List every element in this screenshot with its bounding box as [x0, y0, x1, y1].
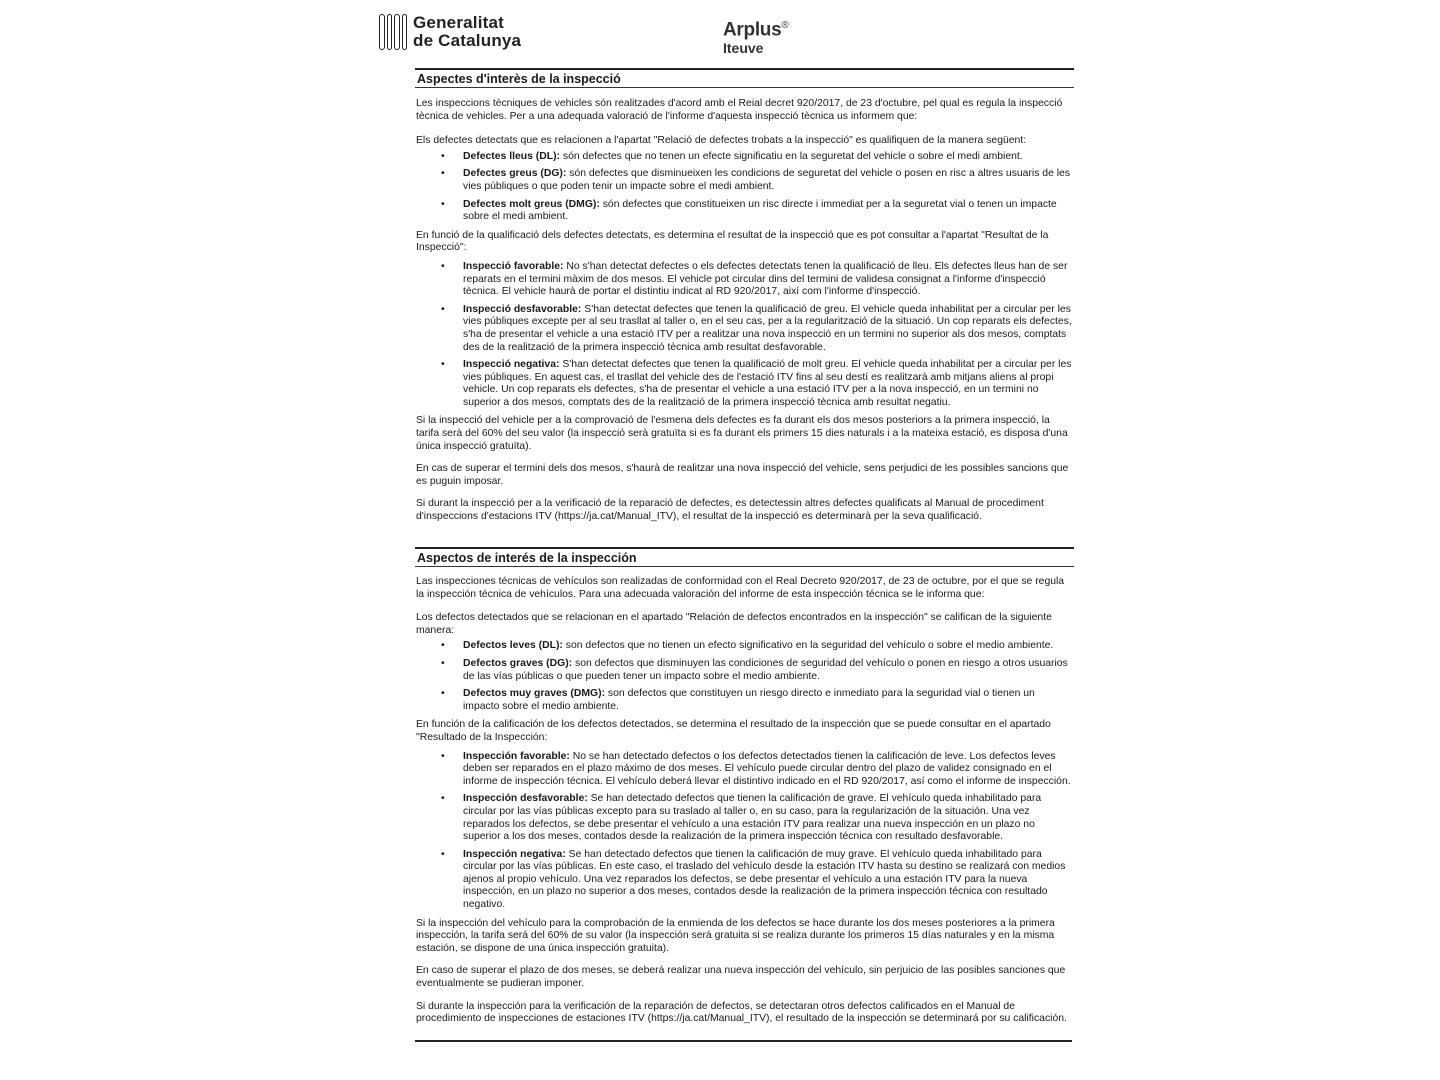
list-item: • Defectos leves (DL): son defectos que no tienen un efecto significativo en la seguridad del vehículo o sobre el medio ambiente.	[441, 640, 1054, 652]
generalitat-emblem-icon	[379, 14, 407, 50]
es-para2: En caso de superar el plazo de dos meses, se deberá realizar una nueva inspección del vehículo, sin perjuicio de las posibles sanciones que eventualmente se pudieran imponer.	[416, 965, 1066, 990]
list-item: • Defectes molt greus (DMG): són defectes que constitueixen un risc directe i immediat per a la seguretat vial o tenen un impacte sobre el medi ambient.	[441, 198, 1057, 223]
generalitat-line1: Generalitat	[413, 13, 505, 32]
ca-result-intro: En funció de la qualificació dels defectes detectats, es determina el resultat de la inspecció que es pot consultar a l'apartat "Resultat de la Inspecció":	[416, 229, 1049, 254]
section-es-body	[416, 576, 1072, 1026]
ca-para2: En cas de superar el termini dels dos mesos, s'haurà de realitzar una nova inspecció del vehicle, sens perjudici de les possibles sancions que es puguin imposar.	[416, 463, 1069, 487]
list-item: • Inspecció desfavorable: S'han detectat defectes que tenen la qualificació de greu. El vehicle queda inhabilitat per a circular per les vies públiques excepte per al seu trasllat al taller o, en el seu cas, per a la regularització de la situació. Un cop reparats els defectes, s'ha de presentar el vehicle a una estació ITV per a realitzar una nova inspecció en un termini no superior als dos mesos, comptats des de la realització de la primera inspecció tècnica amb resultat desfavorable.	[441, 303, 1072, 353]
ca-defects-intro: Els defectes detectats que es relacionen a l'apartat "Relació de defectes trobats a la inspecció" es qualifiquen de la manera següent:	[416, 135, 1027, 147]
list-item: • Inspecció negativa: S'han detectat defectes que tenen la qualificació de molt greu. El vehicle queda inhabilitat per a circular per les vies públiques. En aquest cas, el trasllat del vehicle des de l'estació ITV fins al seu destí es realitzarà amb mitjans aliens al propi vehicle. Un cop reparats els defectes, s'ha de presentar el vehicle a una estació ITV per a la nova inspecció, en un termini no superior a dos mesos, comptats des de la realització de la primera inspecció tècnica amb resultat negatiu.	[441, 359, 1072, 408]
ca-para1: Si la inspecció del vehicle per a la comprovació de l'esmena dels defectes es fa durant els dos mesos posteriors a la primera inspecció, la tarifa serà del 60% del seu valor (la inspecció serà gratuïta si es fa durant els primers 15 dies naturals i a la mateixa estació, es disposa d'una única inspecció gratuïta).	[416, 415, 1068, 452]
section-title-ca: Aspectes d'interès de la inspecció	[415, 68, 1074, 88]
es-defects-intro: Los defectos detectados que se relacionan en el apartado "Relación de defectos encontrados en la inspección" se califican de la siguiente manera:	[416, 612, 1052, 636]
es-para1: Si la inspección del vehículo para la comprobación de la enmienda de los defectos se hace durante los dos meses posteriores a la primera inspección, la tarifa será del 60% de su valor (la inspección será gratuita si se realiza durante los primeros 15 días naturales y en la misma estación, se dispone de una única inspección gratuita).	[416, 917, 1055, 954]
applus-logo	[723, 16, 788, 55]
section-title-es: Aspectos de interés de la inspección	[415, 547, 1074, 567]
applus-name: Arplus	[723, 19, 782, 41]
list-item: • Defectes greus (DG): són defectes que disminueixen les condicions de seguretat del vehicle o posen en risc a altres usuaris de les vies públiques o que poden tenir un impacte sobre el medi ambient.	[441, 168, 1071, 192]
section-ca-body	[416, 98, 1072, 524]
applus-subtitle: Iteuve	[723, 40, 764, 57]
bottom-rule	[415, 1040, 1072, 1042]
registered-mark: ®	[781, 20, 789, 31]
generalitat-line2: de Catalunya	[413, 31, 522, 50]
list-item: • Inspecció favorable: No s'han detectat defectes o els defectes detectats tenen la qualificació de lleu. Els defectes lleus han de ser reparats en el termini màxim de dos mesos. El vehicle pot circular dins del termini de validesa consignat a l'informe d'inspecció tècnica. El vehicle haurà de portar el distintiu indicat al RD 920/2017, així com l'informe d'inspecció.	[441, 260, 1068, 298]
list-item: • Inspección favorable: No se han detectado defectos o los defectos detectados tienen la calificación de leve. Los defectos leves deben ser reparados en el plazo máximo de dos meses. El vehículo puede circular dentro del plazo de validez consignado en el informe de inspección técnica. El vehículo deberá llevar el distintivo indicado en el RD 920/2017, así como el informe de inspección.	[441, 750, 1071, 787]
es-result-intro: En función de la calificación de los defectos detectados, se determina el resultado de la inspección que se puede consultar en el apartado "Resultado de la Inspección:	[416, 719, 1051, 743]
es-para3: Si durante la inspección para la verificación de la reparación de defectos, se detectaran otros defectos calificados en el Manual de procedimiento de inspecciones de estaciones ITV (https://ja.cat/Manual_ITV), el resultado de la inspección se determinará por su calificación.	[416, 1000, 1067, 1025]
list-item: • Defectos graves (DG): son defectos que disminuyen las condiciones de seguridad del vehículo o ponen en riesgo a otros usuarios de las vías públicas o que pueden tener un impacto sobre el medio ambiente.	[441, 657, 1068, 682]
es-intro: Las inspecciones técnicas de vehículos son realizadas de conformidad con el Real Decreto 920/2017, de 23 de octubre, por el que se regula la inspección técnica de vehículos. Para una adecuada valoración del informe de esta inspección técnica se le informa que:	[416, 576, 1065, 600]
ca-para3: Si durant la inspecció per a la verificació de la reparació de defectes, es detectessin altres defectes qualificats al Manual de procediment d'inspeccions d'estacions ITV (https://ja.cat/Manual_ITV), el resultat de la inspecció es determinarà per la seva qualificació.	[416, 498, 1044, 523]
list-item: • Inspección negativa: Se han detectado defectos que tienen la calificación de muy grave. El vehículo queda inhabilitado para circular por las vías públicas. En este caso, el traslado del vehículo desde la estación ITV hasta su destino se realizará con medios ajenos al propio vehículo. Una vez reparados los defectos, se debe presentar el vehículo a una estación ITV para la nueva inspección, en un plazo no superior a dos meses, contados desde la realización de la primera inspección técnica con resultado negativo.	[441, 848, 1066, 911]
list-item: • Inspección desfavorable: Se han detectado defectos que tienen la calificación de grave. El vehículo queda inhabilitado para circular por las vías públicas excepto para su traslado al taller o, en su caso, para la regularización de la situación. Una vez reparados los defectos, se debe presentar el vehículo a una estación ITV para realizar una nueva inspección en un plazo no superior a los dos meses, contados desde la realización de la primera inspección técnica con resultado desfavorable.	[441, 793, 1042, 843]
generalitat-logo	[379, 14, 521, 50]
ca-intro: Les inspeccions tècniques de vehicles són realitzades d'acord amb el Reial decret 920/2017, de 23 d'octubre, pel qual es regula la inspecció tècnica de vehicles. Per a una adequada valoració de l'informe d'aquesta inspecció tècnica us informem que:	[416, 98, 1063, 122]
applus-wordmark	[723, 16, 788, 40]
list-item: • Defectos muy graves (DMG): son defectos que constituyen un riesgo directo e inmediato para la seguridad vial o tienen un impacto sobre el medio ambiente.	[441, 688, 1035, 712]
generalitat-wordmark	[413, 14, 521, 50]
list-item: • Defectes lleus (DL): són defectes que no tenen un efecte significatiu en la seguretat del vehicle o sobre el medi ambient.	[441, 150, 1023, 162]
